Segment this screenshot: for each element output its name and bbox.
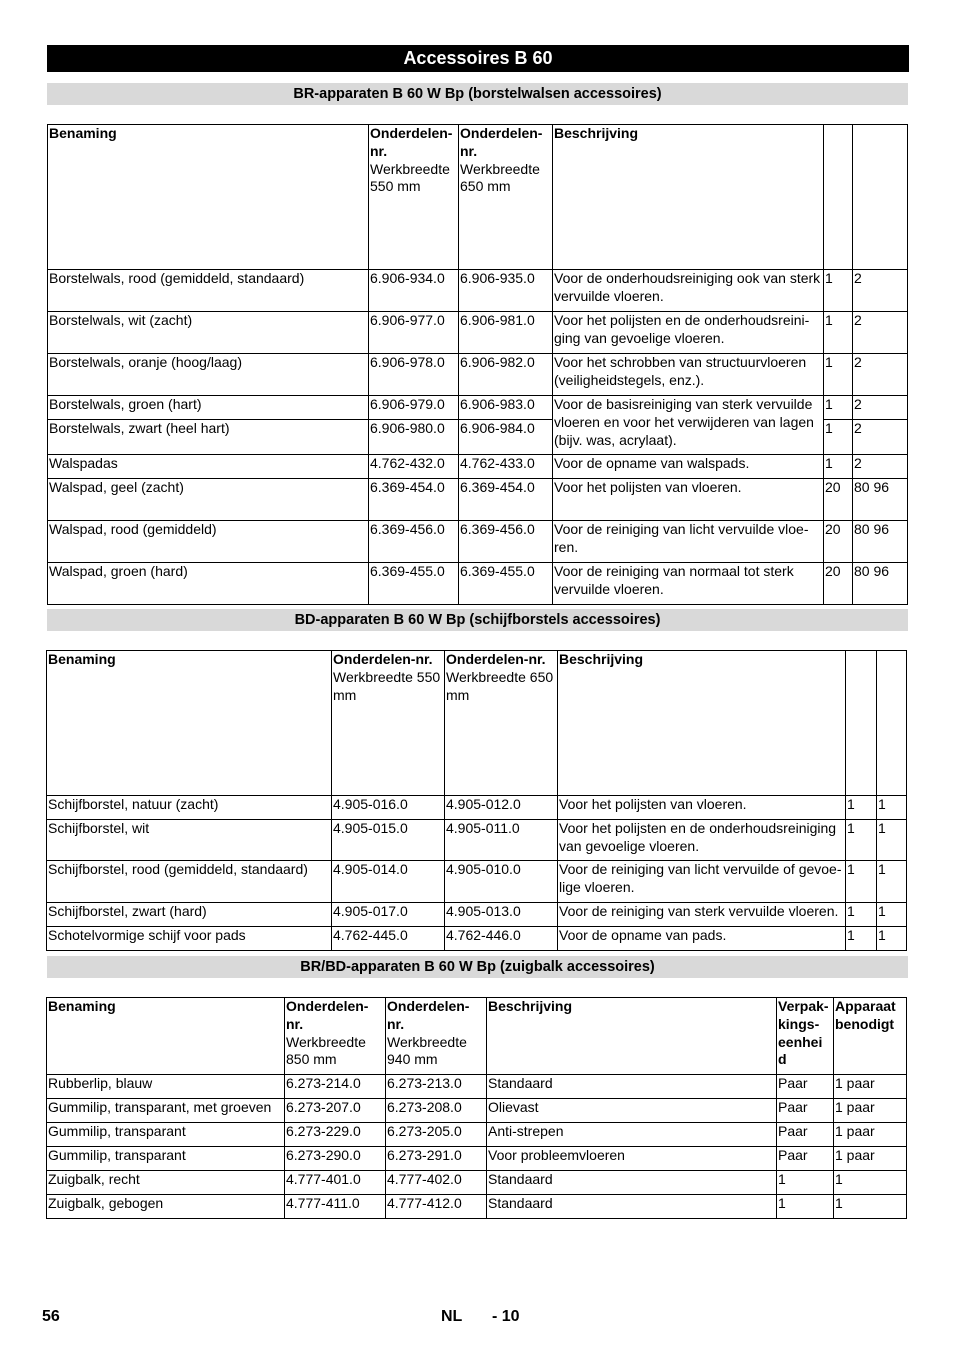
section-title-squeegee: BR/BD-apparaten B 60 W Bp (zuigbalk accessoires) (47, 956, 908, 978)
cell-name: Schijfborstel, zwart (hard) (47, 903, 332, 927)
cell-part-a: 6.906-978.0 (369, 354, 459, 396)
cell-name: Rubberlip, blauw (47, 1075, 285, 1099)
cell-name: Borstelwals, oranje (hoog/laag) (48, 354, 369, 396)
page-title: Accessoires B 60 (47, 45, 909, 72)
cell-unit: Paar (777, 1147, 834, 1171)
table-row (48, 354, 908, 396)
table-row (48, 479, 908, 521)
table-row (47, 1171, 907, 1195)
header-part-a: Onderdelen-nr. Werkbreedte 850 mm (285, 998, 386, 1075)
table-header-row (48, 125, 908, 270)
cell-name: Borstelwals, groen (hart) (48, 396, 369, 420)
table-row (47, 1195, 907, 1219)
cell-needed: 1 paar (834, 1099, 907, 1123)
cell-part-b: 6.906-982.0 (459, 354, 553, 396)
cell-name: Gummilip, transparant (47, 1147, 285, 1171)
cell-needed: 2 (853, 354, 908, 396)
cell-part-a: 6.273-214.0 (285, 1075, 386, 1099)
cell-name: Zuigbalk, gebogen (47, 1195, 285, 1219)
header-part-a: Onderdelen-nr. Werkbreedte 550 mm (369, 125, 459, 270)
cell-description: Voor de reiniging van normaal tot sterk vervuilde vloeren. (553, 563, 824, 605)
cell-description: Voor het polijsten van vloeren. (558, 796, 846, 820)
cell-part-a: 6.273-290.0 (285, 1147, 386, 1171)
cell-name: Schijfborstel, rood (gemiddeld, standaard) (47, 861, 332, 903)
cell-needed: 1 (877, 927, 907, 951)
cell-name: Schijfborstel, natuur (zacht) (47, 796, 332, 820)
cell-description: Voor de basisreiniging van sterk vervuilde vloeren en voor het verwijderen van lagen (bijv. was, acrylaat). (553, 396, 824, 455)
table-row (48, 563, 908, 605)
cell-unit: Paar (777, 1099, 834, 1123)
header-unit: Verpak-kings-eenhei d (777, 998, 834, 1075)
cell-part-a: 4.905-014.0 (332, 861, 445, 903)
cell-needed: 1 (877, 796, 907, 820)
cell-unit: 1 (824, 312, 853, 354)
header-description: Beschrijving (553, 125, 824, 270)
cell-part-b: 6.369-454.0 (459, 479, 553, 521)
cell-name: Walspad, groen (hard) (48, 563, 369, 605)
cell-name: Borstelwals, rood (gemiddeld, standaard) (48, 270, 369, 312)
cell-description: Voor het polijsten van vloeren. (553, 479, 824, 521)
cell-needed: 1 (877, 820, 907, 861)
cell-part-b: 6.369-456.0 (459, 521, 553, 563)
cell-part-b: 6.273-291.0 (386, 1147, 487, 1171)
cell-needed: 80 96 (853, 563, 908, 605)
cell-unit: 1 (824, 270, 853, 312)
cell-part-b: 4.777-402.0 (386, 1171, 487, 1195)
cell-needed: 2 (853, 312, 908, 354)
cell-part-a: 6.369-455.0 (369, 563, 459, 605)
cell-unit: 1 (846, 820, 877, 861)
cell-needed: 1 paar (834, 1147, 907, 1171)
header-needed (853, 125, 908, 270)
cell-name: Schijfborstel, wit (47, 820, 332, 861)
cell-part-a: 4.905-015.0 (332, 820, 445, 861)
page-number: 56 (42, 1308, 60, 1325)
cell-description: Standaard (487, 1171, 777, 1195)
cell-needed: 2 (853, 270, 908, 312)
table-row (48, 521, 908, 563)
cell-name: Gummilip, transparant (47, 1123, 285, 1147)
table-row (48, 396, 908, 420)
cell-name: Walspadas (48, 455, 369, 479)
header-part-b: Onderdelen-nr. Werkbreedte 940 mm (386, 998, 487, 1075)
cell-part-a: 6.369-456.0 (369, 521, 459, 563)
cell-part-b: 4.905-011.0 (445, 820, 558, 861)
cell-needed: 80 96 (853, 479, 908, 521)
cell-part-a: 6.906-979.0 (369, 396, 459, 420)
cell-needed: 80 96 (853, 521, 908, 563)
cell-part-a: 4.905-016.0 (332, 796, 445, 820)
cell-description: Voor de opname van pads. (558, 927, 846, 951)
cell-part-a: 4.777-401.0 (285, 1171, 386, 1195)
header-description: Beschrijving (558, 651, 846, 796)
cell-unit: 1 (824, 396, 853, 420)
cell-needed: 2 (853, 455, 908, 479)
cell-part-a: 6.906-977.0 (369, 312, 459, 354)
table-br-accessories (47, 124, 908, 605)
header-part-b: Onderdelen-nr. Werkbreedte 650 mm (459, 125, 553, 270)
cell-unit: 1 (824, 354, 853, 396)
table-squeegee-accessories (46, 997, 907, 1219)
cell-needed: 1 (877, 861, 907, 903)
header-needed: Apparaat benodigt (834, 998, 907, 1075)
cell-name: Zuigbalk, recht (47, 1171, 285, 1195)
cell-description: Olievast (487, 1099, 777, 1123)
cell-part-a: 6.906-980.0 (369, 420, 459, 455)
cell-part-a: 6.906-934.0 (369, 270, 459, 312)
cell-description: Voor probleemvloeren (487, 1147, 777, 1171)
cell-description: Voor de onderhoudsreiniging ook van sterk vervuilde vloeren. (553, 270, 824, 312)
cell-part-b: 4.762-433.0 (459, 455, 553, 479)
cell-part-b: 6.906-981.0 (459, 312, 553, 354)
cell-part-a: 6.369-454.0 (369, 479, 459, 521)
cell-description: Voor de reiniging van sterk vervuilde vloeren. (558, 903, 846, 927)
table-row (47, 1075, 907, 1099)
cell-needed: 1 (834, 1195, 907, 1219)
table-row (47, 796, 907, 820)
cell-description: Anti-strepen (487, 1123, 777, 1147)
cell-description: Standaard (487, 1195, 777, 1219)
table-row (47, 1099, 907, 1123)
cell-description: Voor het polijsten en de onderhoudsreini-ging van gevoelige vloeren. (553, 312, 824, 354)
cell-unit: 1 (777, 1195, 834, 1219)
cell-name: Walspad, geel (zacht) (48, 479, 369, 521)
cell-needed: 1 paar (834, 1075, 907, 1099)
cell-part-b: 6.273-208.0 (386, 1099, 487, 1123)
cell-part-a: 4.905-017.0 (332, 903, 445, 927)
cell-part-a: 6.273-207.0 (285, 1099, 386, 1123)
cell-description: Voor het polijsten en de onderhoudsreiniging van gevoelige vloeren. (558, 820, 846, 861)
table-row (48, 312, 908, 354)
cell-description: Voor het schrobben van structuurvloeren (veiligheidstegels, enz.). (553, 354, 824, 396)
table-row (47, 903, 907, 927)
header-name: Benaming (47, 651, 332, 796)
cell-name: Walspad, rood (gemiddeld) (48, 521, 369, 563)
table-row (47, 1123, 907, 1147)
cell-unit: 20 (824, 563, 853, 605)
cell-part-a: 4.762-432.0 (369, 455, 459, 479)
header-unit (824, 125, 853, 270)
cell-part-b: 6.906-984.0 (459, 420, 553, 455)
table-row (47, 927, 907, 951)
section-title-bd: BD-apparaten B 60 W Bp (schijfborstels accessoires) (47, 609, 908, 631)
cell-part-b: 4.905-010.0 (445, 861, 558, 903)
cell-unit: 1 (846, 927, 877, 951)
cell-name: Borstelwals, zwart (heel hart) (48, 420, 369, 455)
table-row (47, 861, 907, 903)
header-unit (846, 651, 877, 796)
table-row (47, 1147, 907, 1171)
header-name: Benaming (47, 998, 285, 1075)
section-title-br: BR-apparaten B 60 W Bp (borstelwalsen accessoires) (47, 83, 908, 105)
cell-part-a: 4.762-445.0 (332, 927, 445, 951)
cell-part-b: 6.273-205.0 (386, 1123, 487, 1147)
header-name: Benaming (48, 125, 369, 270)
table-row (48, 455, 908, 479)
cell-needed: 1 paar (834, 1123, 907, 1147)
header-description: Beschrijving (487, 998, 777, 1075)
sub-page-number: - 10 (492, 1308, 520, 1325)
cell-unit: 1 (846, 861, 877, 903)
cell-part-b: 6.906-983.0 (459, 396, 553, 420)
cell-part-b: 6.906-935.0 (459, 270, 553, 312)
cell-part-a: 4.777-411.0 (285, 1195, 386, 1219)
cell-unit: 1 (824, 420, 853, 455)
cell-description: Voor de reiniging van licht vervuilde of gevoe-lige vloeren. (558, 861, 846, 903)
table-row (47, 820, 907, 861)
cell-unit: 1 (846, 796, 877, 820)
cell-part-b: 4.762-446.0 (445, 927, 558, 951)
cell-needed: 2 (853, 396, 908, 420)
cell-part-b: 4.905-012.0 (445, 796, 558, 820)
cell-description: Standaard (487, 1075, 777, 1099)
header-part-a: Onderdelen-nr. Werkbreedte 550 mm (332, 651, 445, 796)
table-header-row (47, 651, 907, 796)
cell-name: Borstelwals, wit (zacht) (48, 312, 369, 354)
cell-name: Schotelvormige schijf voor pads (47, 927, 332, 951)
cell-description: Voor de reiniging van licht vervuilde vloe-ren. (553, 521, 824, 563)
cell-part-b: 6.273-213.0 (386, 1075, 487, 1099)
cell-unit: Paar (777, 1075, 834, 1099)
cell-name: Gummilip, transparant, met groeven (47, 1099, 285, 1123)
cell-part-b: 4.905-013.0 (445, 903, 558, 927)
cell-unit: 1 (824, 455, 853, 479)
cell-unit: 1 (777, 1171, 834, 1195)
cell-unit: 1 (846, 903, 877, 927)
cell-needed: 2 (853, 420, 908, 455)
header-part-b: Onderdelen-nr. Werkbreedte 650 mm (445, 651, 558, 796)
cell-part-a: 6.273-229.0 (285, 1123, 386, 1147)
cell-part-b: 6.369-455.0 (459, 563, 553, 605)
cell-needed: 1 (834, 1171, 907, 1195)
cell-unit: Paar (777, 1123, 834, 1147)
table-row (48, 270, 908, 312)
header-needed (877, 651, 907, 796)
cell-part-b: 4.777-412.0 (386, 1195, 487, 1219)
cell-unit: 20 (824, 521, 853, 563)
table-header-row (47, 998, 907, 1075)
cell-unit: 20 (824, 479, 853, 521)
cell-needed: 1 (877, 903, 907, 927)
cell-description: Voor de opname van walspads. (553, 455, 824, 479)
table-bd-accessories (46, 650, 907, 951)
language-code: NL (441, 1308, 463, 1325)
